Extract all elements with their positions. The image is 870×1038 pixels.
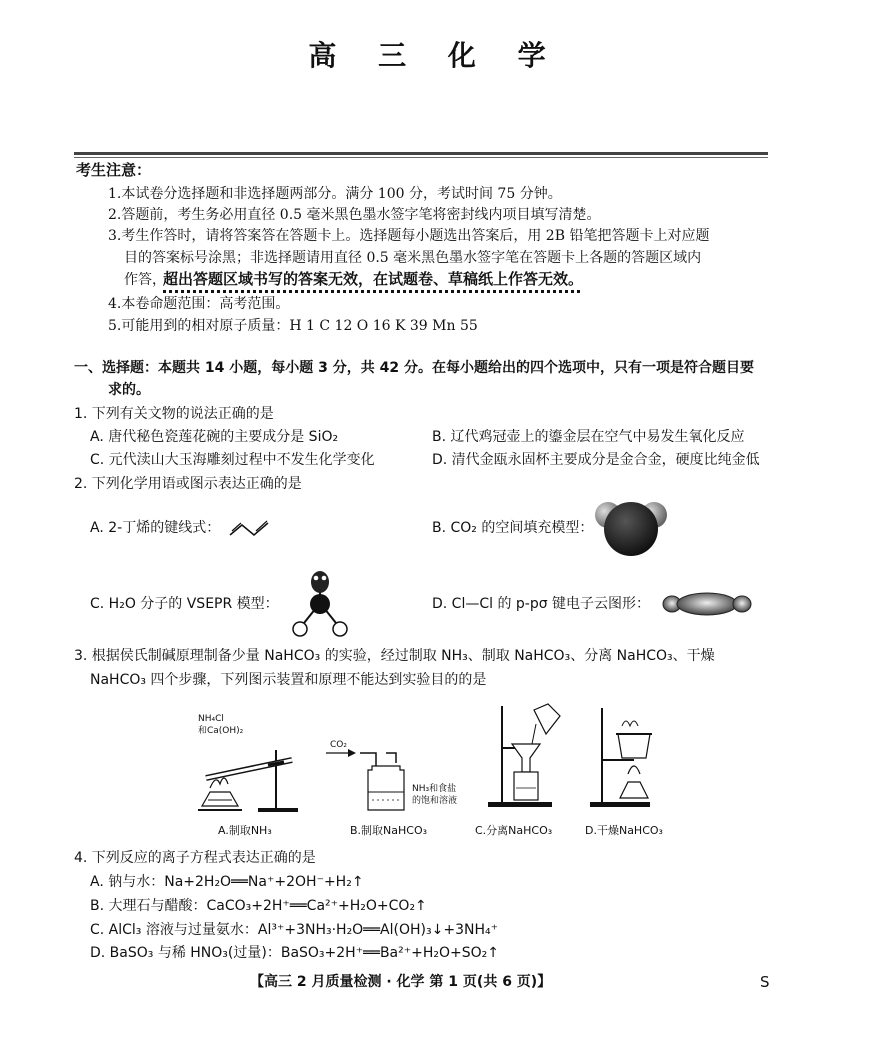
nh3-brine-label-1: NH₃和食盐 [412,784,457,794]
butene-skeletal-icon [228,517,272,537]
q4-option-d: D. BaSO₃ 与稀 HNO₃(过量)：BaSO₃+2H⁺══Ba²⁺+H₂O+SO₂↑ [90,945,500,961]
apparatus-a-nh3-generation-icon [196,740,306,818]
apparatus-d-caption: D.干燥NaHCO₃ [585,824,663,837]
apparatus-a-caption: A.制取NH₃ [218,824,272,837]
notice-item-3: 3.考生作答时，请将答案答在答题卡上。选择题每小题选出答案后，用 2B 铅笔把答题卡上对应题 [108,228,710,244]
page-title: 高 三 化 学 [308,39,562,72]
header-rule-thin [74,157,768,158]
section-heading-cont: 求的。 [108,382,150,398]
apparatus-b-nahco3-preparation-icon [326,748,416,814]
notice-warning: 超出答题区域书写的答案无效，在试题卷、草稿纸上作答无效。 [163,270,584,288]
q2-option-a: A. 2-丁烯的键线式： [90,520,221,536]
notice-item-1: 1.本试卷分选择题和非选择题两部分。满分 100 分，考试时间 75 分钟。 [108,186,562,202]
q1-option-b: B. 辽代鸡冠壶上的鎏金层在空气中易发生氧化反应 [432,429,745,445]
footer-mark: S [760,973,770,991]
p-p-sigma-bond-cloud-icon [662,592,752,616]
notice-item-5: 5.可能用到的相对原子质量：H 1 C 12 O 16 K 39 Mn 55 [108,318,478,334]
co2-spacefill-model-icon [596,497,668,557]
q1-option-a: A. 唐代秘色瓷莲花碗的主要成分是 SiO₂ [90,429,339,445]
apparatus-b-caption: B.制取NaHCO₃ [350,824,428,837]
q4-option-c: C. AlCl₃ 溶液与过量氨水：Al³⁺+3NH₃·H₂O══Al(OH)₃↓+3NH₄⁺ [90,922,498,938]
header-rule [74,152,768,155]
notice-item-2: 2.答题前，考生务必用直径 0.5 毫米黑色墨水签字笔将密封线内项目填写清楚。 [108,207,601,223]
apparatus-c-caption: C.分离NaHCO₃ [475,824,553,837]
nh3-brine-label-2: 的饱和溶液 [412,796,458,806]
notice-heading: 考生注意： [76,161,152,179]
reagent-label-2: 和Ca(OH)₂ [198,726,244,736]
page-footer: 【高三 2 月质量检测 · 化学 第 1 页(共 6 页)】 [250,974,552,990]
q1-option-d: D. 清代金瓯永固杯主要成分是金合金，硬度比纯金低 [432,452,760,468]
notice-item-3-end: 作答， [124,272,166,288]
q2-stem: 2. 下列化学用语或图示表达正确的是 [74,476,302,492]
q2-option-c: C. H₂O 分子的 VSEPR 模型： [90,596,279,612]
apparatus-c-filtration-icon [488,700,568,810]
q1-option-c: C. 元代渎山大玉海雕刻过程中不发生化学变化 [90,452,375,468]
q4-option-a: A. 钠与水：Na+2H₂O══Na⁺+2OH⁻+H₂↑ [90,874,364,890]
section-heading: 一、选择题：本题共 14 小题，每小题 3 分，共 42 分。在每小题给出的四个选项中，只有一项是符合题目要 [74,360,754,376]
q1-stem: 1. 下列有关文物的说法正确的是 [74,406,274,422]
reagent-label-1: NH₄Cl [198,714,224,724]
co2-label: CO₂ [330,740,347,750]
q2-option-b: B. CO₂ 的空间填充模型： [432,520,594,536]
q4-option-b: B. 大理石与醋酸：CaCO₃+2H⁺══Ca²⁺+H₂O+CO₂↑ [90,898,427,914]
q3-stem-cont: NaHCO₃ 四个步骤，下列图示装置和原理不能达到实验目的的是 [90,672,487,688]
notice-item-3-cont: 目的答案标号涂黑；非选择题请用直径 0.5 毫米黑色墨水签字笔在答题卡上各题的答题区域内 [124,250,702,266]
apparatus-d-drying-icon [590,704,670,810]
q2-option-d: D. Cl—Cl 的 p-pσ 键电子云图形： [432,596,651,612]
notice-item-4: 4.本卷命题范围：高考范围。 [108,296,290,312]
h2o-vsepr-model-icon [288,570,352,640]
q4-stem: 4. 下列反应的离子方程式表达正确的是 [74,850,316,866]
q3-stem: 3. 根据侯氏制碱原理制备少量 NaHCO₃ 的实验，经过制取 NH₃、制取 NaHCO₃、分离 NaHCO₃、干燥 [74,648,715,664]
